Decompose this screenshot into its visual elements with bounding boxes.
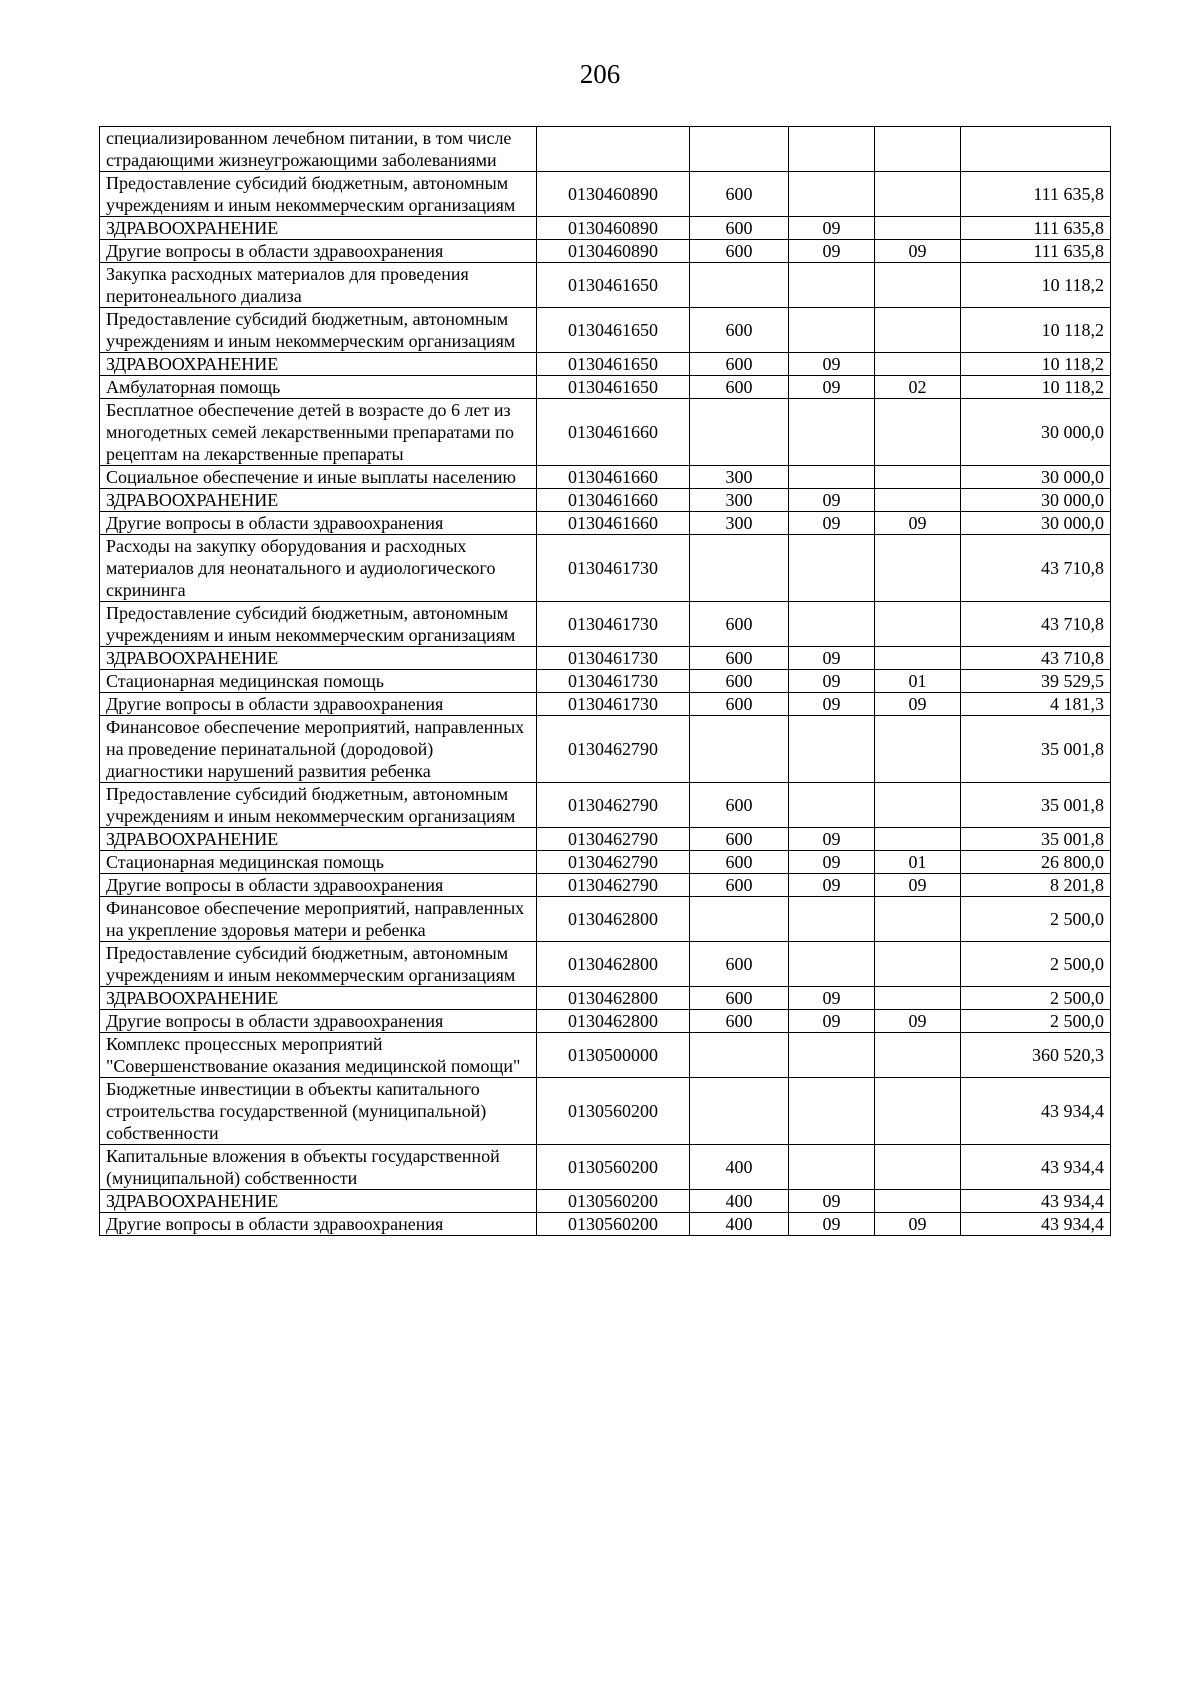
table-row	[100, 1213, 1111, 1236]
row-section-cell: 09	[789, 987, 875, 1010]
table-row	[100, 263, 1111, 308]
row-subsection-cell	[875, 127, 961, 172]
row-name-cell: Другие вопросы в области здравоохранения	[100, 240, 537, 263]
row-section-cell: 09	[789, 670, 875, 693]
row-code-cell: 0130461660	[537, 489, 690, 512]
row-code-cell: 0130462790	[537, 716, 690, 783]
table-row	[100, 716, 1111, 783]
table-row	[100, 828, 1111, 851]
row-code-cell: 0130460890	[537, 217, 690, 240]
row-section-cell: 09	[789, 1213, 875, 1236]
row-expense-type-cell: 300	[690, 489, 789, 512]
row-section-cell: 09	[789, 647, 875, 670]
row-subsection-cell	[875, 942, 961, 987]
row-name-cell: Бесплатное обеспечение детей в возрасте до 6 лет из многодетных семей лекарственными препаратами по рецептам на лекарственные препараты	[100, 399, 537, 466]
row-section-cell	[789, 783, 875, 828]
row-name-cell: Финансовое обеспечение мероприятий, направленных на укрепление здоровья матери и ребенка	[100, 897, 537, 942]
row-expense-type-cell: 400	[690, 1213, 789, 1236]
row-section-cell	[789, 897, 875, 942]
row-subsection-cell	[875, 1033, 961, 1078]
row-subsection-cell	[875, 783, 961, 828]
page-number: 206	[579, 59, 621, 89]
row-sum-cell: 111 635,8	[961, 217, 1111, 240]
row-subsection-cell	[875, 1078, 961, 1145]
row-expense-type-cell: 600	[690, 376, 789, 399]
row-expense-type-cell: 600	[690, 987, 789, 1010]
table-row	[100, 783, 1111, 828]
row-name-cell: Расходы на закупку оборудования и расходных материалов для неонатального и аудиологического скрининга	[100, 535, 537, 602]
row-expense-type-cell: 600	[690, 308, 789, 353]
row-expense-type-cell: 600	[690, 172, 789, 217]
row-subsection-cell	[875, 353, 961, 376]
row-code-cell: 0130462790	[537, 874, 690, 897]
budget-table	[99, 126, 1111, 1236]
row-code-cell: 0130461730	[537, 693, 690, 716]
row-code-cell: 0130461650	[537, 308, 690, 353]
row-section-cell: 09	[789, 240, 875, 263]
row-section-cell	[789, 172, 875, 217]
table-row	[100, 647, 1111, 670]
table-row	[100, 172, 1111, 217]
row-sum-cell: 39 529,5	[961, 670, 1111, 693]
row-sum-cell: 10 118,2	[961, 263, 1111, 308]
row-sum-cell: 2 500,0	[961, 1010, 1111, 1033]
row-expense-type-cell: 600	[690, 874, 789, 897]
row-name-cell: Другие вопросы в области здравоохранения	[100, 1010, 537, 1033]
row-expense-type-cell: 600	[690, 670, 789, 693]
row-sum-cell: 10 118,2	[961, 353, 1111, 376]
row-sum-cell: 43 710,8	[961, 647, 1111, 670]
row-sum-cell: 30 000,0	[961, 466, 1111, 489]
row-section-cell: 09	[789, 512, 875, 535]
row-expense-type-cell	[690, 399, 789, 466]
row-section-cell	[789, 1078, 875, 1145]
row-section-cell: 09	[789, 1190, 875, 1213]
table-row	[100, 217, 1111, 240]
row-name-cell: специализированном лечебном питании, в том числе страдающими жизнеугрожающими заболеваниями	[100, 127, 537, 172]
row-expense-type-cell	[690, 263, 789, 308]
row-code-cell: 0130462800	[537, 897, 690, 942]
row-name-cell: Амбулаторная помощь	[100, 376, 537, 399]
row-code-cell: 0130560200	[537, 1213, 690, 1236]
row-expense-type-cell: 600	[690, 828, 789, 851]
row-sum-cell: 35 001,8	[961, 783, 1111, 828]
row-section-cell	[789, 466, 875, 489]
row-subsection-cell: 09	[875, 512, 961, 535]
table-row	[100, 670, 1111, 693]
row-sum-cell: 43 934,4	[961, 1213, 1111, 1236]
row-name-cell: Другие вопросы в области здравоохранения	[100, 512, 537, 535]
row-code-cell: 0130462800	[537, 987, 690, 1010]
row-subsection-cell	[875, 489, 961, 512]
row-section-cell: 09	[789, 874, 875, 897]
table-row	[100, 512, 1111, 535]
row-section-cell	[789, 308, 875, 353]
row-subsection-cell	[875, 897, 961, 942]
row-expense-type-cell: 600	[690, 217, 789, 240]
row-subsection-cell: 02	[875, 376, 961, 399]
row-name-cell: ЗДРАВООХРАНЕНИЕ	[100, 1190, 537, 1213]
row-name-cell: Бюджетные инвестиции в объекты капитального строительства государственной (муниципальной) собственности	[100, 1078, 537, 1145]
row-section-cell	[789, 127, 875, 172]
row-name-cell: Другие вопросы в области здравоохранения	[100, 693, 537, 716]
row-sum-cell: 30 000,0	[961, 399, 1111, 466]
row-name-cell: Предоставление субсидий бюджетным, автономным учреждениям и иным некоммерческим организациям	[100, 602, 537, 647]
row-code-cell	[537, 127, 690, 172]
row-sum-cell: 43 934,4	[961, 1145, 1111, 1190]
row-code-cell: 0130560200	[537, 1145, 690, 1190]
row-section-cell	[789, 942, 875, 987]
row-code-cell: 0130462790	[537, 783, 690, 828]
row-subsection-cell: 09	[875, 240, 961, 263]
row-expense-type-cell	[690, 127, 789, 172]
table-row	[100, 240, 1111, 263]
row-name-cell: Стационарная медицинская помощь	[100, 670, 537, 693]
table-row	[100, 466, 1111, 489]
row-section-cell	[789, 399, 875, 466]
row-subsection-cell	[875, 716, 961, 783]
row-sum-cell: 43 934,4	[961, 1190, 1111, 1213]
row-subsection-cell	[875, 535, 961, 602]
row-sum-cell: 360 520,3	[961, 1033, 1111, 1078]
row-code-cell: 0130461730	[537, 670, 690, 693]
row-code-cell: 0130500000	[537, 1033, 690, 1078]
budget-table-body	[100, 127, 1111, 1236]
row-sum-cell: 30 000,0	[961, 489, 1111, 512]
row-sum-cell: 35 001,8	[961, 716, 1111, 783]
row-subsection-cell	[875, 828, 961, 851]
row-name-cell: Социальное обеспечение и иные выплаты населению	[100, 466, 537, 489]
row-expense-type-cell	[690, 716, 789, 783]
row-subsection-cell: 01	[875, 670, 961, 693]
row-sum-cell: 2 500,0	[961, 987, 1111, 1010]
row-section-cell	[789, 716, 875, 783]
table-row	[100, 1010, 1111, 1033]
row-expense-type-cell: 600	[690, 942, 789, 987]
row-name-cell: Закупка расходных материалов для проведения перитонеального диализа	[100, 263, 537, 308]
row-code-cell: 0130560200	[537, 1190, 690, 1213]
row-name-cell: ЗДРАВООХРАНЕНИЕ	[100, 647, 537, 670]
row-subsection-cell	[875, 308, 961, 353]
row-sum-cell: 43 710,8	[961, 535, 1111, 602]
table-row	[100, 308, 1111, 353]
row-subsection-cell	[875, 399, 961, 466]
row-section-cell: 09	[789, 376, 875, 399]
row-section-cell: 09	[789, 217, 875, 240]
row-name-cell: Капитальные вложения в объекты государственной (муниципальной) собственности	[100, 1145, 537, 1190]
row-subsection-cell: 09	[875, 874, 961, 897]
row-name-cell: Другие вопросы в области здравоохранения	[100, 1213, 537, 1236]
row-expense-type-cell	[690, 535, 789, 602]
table-row	[100, 1145, 1111, 1190]
row-expense-type-cell: 400	[690, 1145, 789, 1190]
row-expense-type-cell: 600	[690, 602, 789, 647]
row-sum-cell: 111 635,8	[961, 172, 1111, 217]
row-expense-type-cell: 600	[690, 783, 789, 828]
row-expense-type-cell: 600	[690, 693, 789, 716]
row-sum-cell: 43 710,8	[961, 602, 1111, 647]
row-subsection-cell	[875, 263, 961, 308]
row-section-cell	[789, 535, 875, 602]
table-row	[100, 353, 1111, 376]
row-expense-type-cell: 600	[690, 647, 789, 670]
row-subsection-cell	[875, 987, 961, 1010]
row-name-cell: ЗДРАВООХРАНЕНИЕ	[100, 828, 537, 851]
row-name-cell: ЗДРАВООХРАНЕНИЕ	[100, 987, 537, 1010]
row-subsection-cell	[875, 466, 961, 489]
row-subsection-cell: 09	[875, 693, 961, 716]
row-sum-cell: 30 000,0	[961, 512, 1111, 535]
row-sum-cell	[961, 127, 1111, 172]
row-code-cell: 0130461730	[537, 602, 690, 647]
row-expense-type-cell: 600	[690, 240, 789, 263]
row-code-cell: 0130461660	[537, 512, 690, 535]
row-code-cell: 0130460890	[537, 172, 690, 217]
row-name-cell: Стационарная медицинская помощь	[100, 851, 537, 874]
table-row	[100, 942, 1111, 987]
row-name-cell: Комплекс процессных мероприятий "Совершенствование оказания медицинской помощи"	[100, 1033, 537, 1078]
table-row	[100, 1190, 1111, 1213]
row-sum-cell: 111 635,8	[961, 240, 1111, 263]
row-subsection-cell	[875, 602, 961, 647]
row-subsection-cell	[875, 647, 961, 670]
row-code-cell: 0130461660	[537, 399, 690, 466]
row-section-cell	[789, 602, 875, 647]
row-section-cell: 09	[789, 828, 875, 851]
row-subsection-cell: 09	[875, 1213, 961, 1236]
row-expense-type-cell: 300	[690, 512, 789, 535]
table-row	[100, 987, 1111, 1010]
row-section-cell	[789, 263, 875, 308]
row-section-cell: 09	[789, 1010, 875, 1033]
table-row	[100, 1033, 1111, 1078]
row-section-cell	[789, 1145, 875, 1190]
row-sum-cell: 10 118,2	[961, 308, 1111, 353]
table-row	[100, 874, 1111, 897]
table-row	[100, 851, 1111, 874]
row-code-cell: 0130461730	[537, 535, 690, 602]
row-expense-type-cell	[690, 1033, 789, 1078]
row-sum-cell: 35 001,8	[961, 828, 1111, 851]
row-expense-type-cell: 600	[690, 851, 789, 874]
row-expense-type-cell: 300	[690, 466, 789, 489]
row-code-cell: 0130462790	[537, 828, 690, 851]
table-row	[100, 399, 1111, 466]
row-section-cell: 09	[789, 693, 875, 716]
row-name-cell: Предоставление субсидий бюджетным, автономным учреждениям и иным некоммерческим организациям	[100, 172, 537, 217]
table-row	[100, 1078, 1111, 1145]
row-sum-cell: 4 181,3	[961, 693, 1111, 716]
row-name-cell: Финансовое обеспечение мероприятий, направленных на проведение перинатальной (дородовой) диагностики нарушений развития ребенка	[100, 716, 537, 783]
row-expense-type-cell: 600	[690, 1010, 789, 1033]
row-subsection-cell: 09	[875, 1010, 961, 1033]
row-section-cell: 09	[789, 851, 875, 874]
row-sum-cell: 10 118,2	[961, 376, 1111, 399]
table-row	[100, 693, 1111, 716]
row-section-cell	[789, 1033, 875, 1078]
row-name-cell: Предоставление субсидий бюджетным, автономным учреждениям и иным некоммерческим организациям	[100, 783, 537, 828]
table-row	[100, 602, 1111, 647]
row-sum-cell: 2 500,0	[961, 897, 1111, 942]
row-expense-type-cell	[690, 1078, 789, 1145]
row-name-cell: Предоставление субсидий бюджетным, автономным учреждениям и иным некоммерческим организациям	[100, 942, 537, 987]
table-row	[100, 897, 1111, 942]
table-row	[100, 376, 1111, 399]
table-row	[100, 489, 1111, 512]
row-code-cell: 0130560200	[537, 1078, 690, 1145]
row-code-cell: 0130461660	[537, 466, 690, 489]
row-expense-type-cell: 400	[690, 1190, 789, 1213]
row-name-cell: ЗДРАВООХРАНЕНИЕ	[100, 489, 537, 512]
row-expense-type-cell: 600	[690, 353, 789, 376]
row-name-cell: Другие вопросы в области здравоохранения	[100, 874, 537, 897]
row-expense-type-cell	[690, 897, 789, 942]
row-subsection-cell	[875, 1190, 961, 1213]
row-subsection-cell: 01	[875, 851, 961, 874]
row-section-cell: 09	[789, 353, 875, 376]
row-section-cell: 09	[789, 489, 875, 512]
table-row	[100, 127, 1111, 172]
row-code-cell: 0130462800	[537, 1010, 690, 1033]
table-row	[100, 535, 1111, 602]
row-code-cell: 0130461650	[537, 353, 690, 376]
row-sum-cell: 43 934,4	[961, 1078, 1111, 1145]
row-code-cell: 0130461650	[537, 263, 690, 308]
row-subsection-cell	[875, 1145, 961, 1190]
row-code-cell: 0130462800	[537, 942, 690, 987]
row-code-cell: 0130461650	[537, 376, 690, 399]
row-name-cell: Предоставление субсидий бюджетным, автономным учреждениям и иным некоммерческим организациям	[100, 308, 537, 353]
row-sum-cell: 2 500,0	[961, 942, 1111, 987]
row-code-cell: 0130461730	[537, 647, 690, 670]
row-code-cell: 0130462790	[537, 851, 690, 874]
row-sum-cell: 26 800,0	[961, 851, 1111, 874]
row-name-cell: ЗДРАВООХРАНЕНИЕ	[100, 217, 537, 240]
row-subsection-cell	[875, 217, 961, 240]
row-name-cell: ЗДРАВООХРАНЕНИЕ	[100, 353, 537, 376]
row-sum-cell: 8 201,8	[961, 874, 1111, 897]
row-subsection-cell	[875, 172, 961, 217]
row-code-cell: 0130460890	[537, 240, 690, 263]
